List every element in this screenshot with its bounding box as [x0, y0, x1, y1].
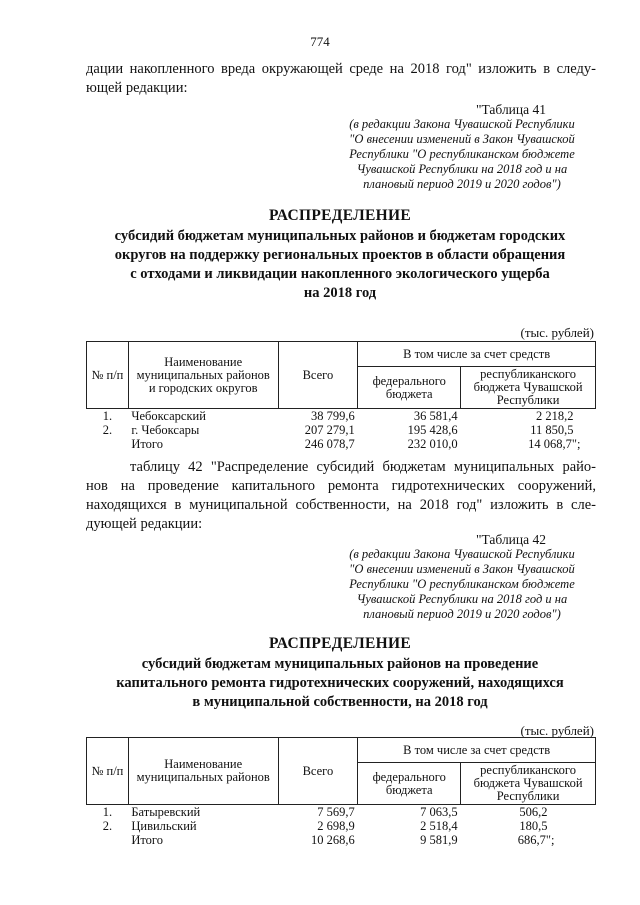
text-line: таблицу 42 "Распределение субсидий бюджетам муниципальных райо- [130, 459, 596, 475]
table-42-title: "Таблица 42 [476, 532, 546, 547]
cell-num [87, 437, 129, 451]
edition-note: (в редакции Закона Чувашской Республики [349, 547, 575, 561]
edition-note: Республики "О республиканском бюджете [349, 147, 575, 161]
heading-line: субсидий бюджетам муниципальных районов на проведение [141, 656, 539, 672]
units-label: (тыс. рублей) [520, 723, 594, 738]
cell-republic: 14 068,7"; [528, 437, 581, 451]
heading-title: РАСПРЕДЕЛЕНИЕ [269, 635, 411, 652]
cell-federal: 2 518,4 [420, 819, 458, 833]
table-42 [86, 737, 596, 847]
cell-num: 1. [102, 409, 113, 423]
col-header-republic: республиканского бюджета Чувашской Республики [461, 367, 596, 409]
edition-note: плановый период 2019 и 2020 годов") [363, 607, 561, 621]
cell-republic: 11 850,5 [530, 423, 574, 437]
col-header-federal: федерального бюджета [358, 367, 461, 409]
cell-name: Цивильский [131, 819, 197, 833]
edition-note: Чувашской Республики на 2018 год и на [356, 162, 568, 176]
col-header-group: В том числе за счет средств [358, 342, 596, 367]
cell-republic: 506,2 [519, 805, 548, 819]
table-41-caption [332, 102, 592, 192]
cell-num: 1. [102, 805, 113, 819]
text-line: находящихся в муниципальной собственности, на 2018 год" изложить в сле- [86, 497, 596, 513]
text-line: дации накопленного вреда окружающей среде на 2018 год" изложить в следу- [86, 61, 596, 77]
heading-line: субсидий бюджетам муниципальных районов и бюджетам городских [114, 228, 566, 244]
table-row-total [87, 833, 596, 847]
heading-title: РАСПРЕДЕЛЕНИЕ [269, 207, 411, 224]
edition-note: Чувашской Республики на 2018 год и на [356, 592, 568, 606]
cell-num [87, 833, 129, 847]
cell-republic: 686,7"; [517, 833, 555, 847]
table-row [87, 805, 596, 819]
col-header-num: № п/п [87, 738, 129, 805]
col-header-republic: республиканского бюджета Чувашской Республики [461, 763, 596, 805]
text-line: ющей редакции: [86, 80, 188, 96]
col-header-name: Наименование муниципальных районов [128, 738, 278, 805]
edition-note: "О внесении изменений в Закон Чувашской [349, 132, 575, 146]
cell-total: 2 698,9 [317, 819, 355, 833]
cell-num: 2. [102, 819, 113, 833]
col-header-name: Наименование муниципальных районов и городских округов [128, 342, 278, 409]
table-41-heading [0, 206, 640, 303]
heading-line: капитального ремонта гидротехнических сооружений, находящихся [116, 675, 564, 691]
cell-federal: 195 428,6 [407, 423, 458, 437]
cell-total: 246 078,7 [304, 437, 355, 451]
table-41-title: "Таблица 41 [476, 102, 546, 117]
cell-total: 207 279,1 [304, 423, 355, 437]
cell-total: 7 569,7 [317, 805, 355, 819]
col-header-total: Всего [278, 342, 358, 409]
heading-line: с отходами и ликвидации накопленного экологического ущерба [130, 266, 550, 282]
edition-note: (в редакции Закона Чувашской Республики [349, 117, 575, 131]
mid-paragraph [86, 458, 596, 534]
cell-name: г. Чебоксары [131, 423, 200, 437]
table-row [87, 423, 596, 437]
table-42-caption [332, 532, 592, 622]
table-row [87, 819, 596, 833]
cell-name: Чебоксарский [131, 409, 206, 423]
cell-name: Итого [131, 833, 163, 847]
heading-line: на 2018 год [303, 285, 377, 301]
cell-name: Батыревский [131, 805, 201, 819]
col-header-group: В том числе за счет средств [358, 738, 596, 763]
col-header-num: № п/п [87, 342, 129, 409]
table-row [87, 409, 596, 423]
heading-line: округов на поддержку региональных проектов в области обращения [114, 247, 566, 263]
cell-federal: 232 010,0 [407, 437, 458, 451]
cell-total: 38 799,6 [311, 409, 355, 423]
edition-note: Республики "О республиканском бюджете [349, 577, 575, 591]
cell-federal: 7 063,5 [420, 805, 458, 819]
edition-note: "О внесении изменений в Закон Чувашской [349, 562, 575, 576]
cell-republic: 180,5 [519, 819, 548, 833]
text-line: нов на проведение капитального ремонта гидротехнических сооружений, [86, 478, 596, 494]
col-header-total: Всего [278, 738, 358, 805]
table-row-total [87, 437, 596, 451]
cell-federal: 9 581,9 [420, 833, 458, 847]
heading-line: в муниципальной собственности, на 2018 год [192, 694, 488, 710]
table-41 [86, 341, 596, 451]
cell-total: 10 268,6 [311, 833, 355, 847]
page-number: 774 [310, 34, 330, 49]
cell-republic: 2 218,2 [536, 409, 574, 423]
edition-note: плановый период 2019 и 2020 годов") [363, 177, 561, 191]
intro-paragraph [86, 60, 596, 98]
table-42-heading [0, 634, 640, 712]
cell-federal: 36 581,4 [413, 409, 458, 423]
col-header-federal: федерального бюджета [358, 763, 461, 805]
text-line: дующей редакции: [86, 516, 203, 532]
cell-num: 2. [102, 423, 113, 437]
units-label: (тыс. рублей) [520, 325, 594, 340]
cell-name: Итого [131, 437, 163, 451]
